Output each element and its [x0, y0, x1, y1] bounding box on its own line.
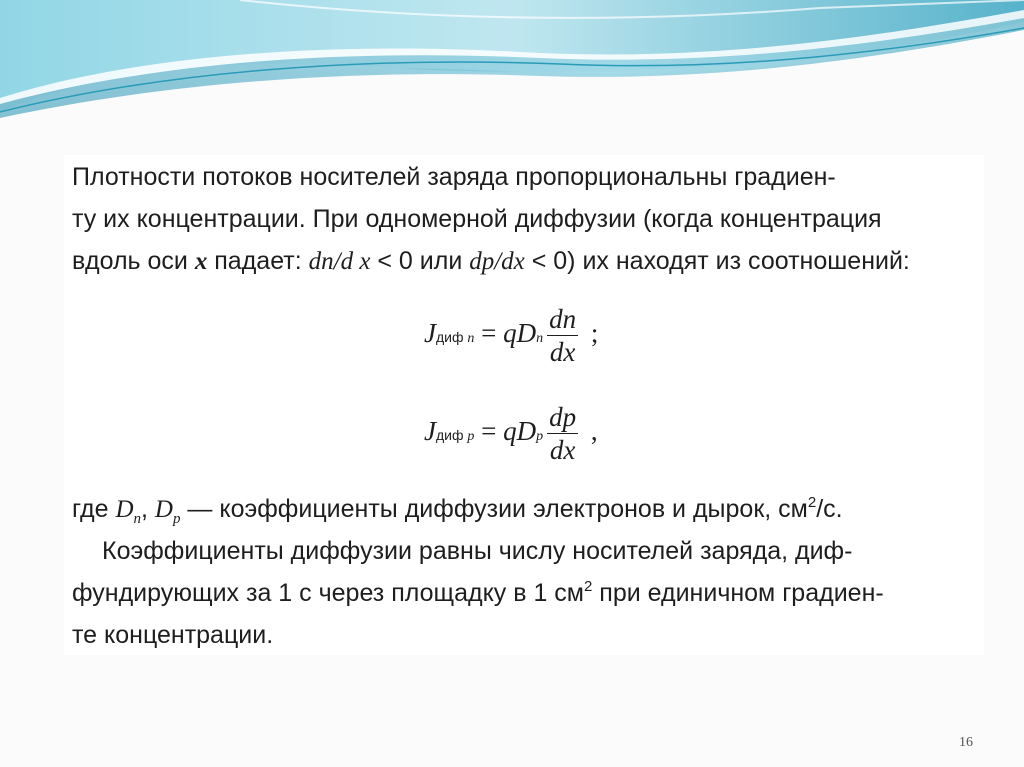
text-run: /с.	[816, 495, 843, 523]
page-number: 16	[959, 735, 973, 750]
text-run: при единичном градиен-	[592, 579, 884, 607]
formula-fraction	[547, 401, 578, 467]
formula-equals: =	[474, 416, 504, 447]
where-clause	[72, 494, 843, 527]
text-run: ,	[141, 495, 155, 523]
axis-symbol: x	[194, 248, 208, 275]
formula-flux-electrons	[424, 303, 598, 369]
symbol-dn: D	[115, 496, 134, 523]
formula-lhs: J	[424, 318, 436, 349]
paragraph2-line1: Коэффициенты диффузии равны числу носителей заряда, диф-	[102, 537, 853, 565]
inline-expression: dp/dx	[469, 248, 525, 275]
formula-terminator: ,	[584, 416, 598, 447]
paragraph2-line3: те концентрации.	[72, 621, 274, 649]
symbol-subscript: p	[172, 511, 181, 527]
text-run: — коэффициенты диффузии электронов и дырок, см	[180, 495, 808, 523]
text-run: < 0) их находят из соотношений:	[524, 247, 910, 275]
paragraph1-line3	[72, 249, 910, 274]
formula-coefficient-subscript: n	[536, 331, 544, 347]
text-run: вдоль оси	[72, 247, 195, 275]
text-panel	[64, 155, 984, 655]
fraction-numerator: dn	[549, 304, 577, 334]
header-wave-decoration	[0, 0, 1024, 125]
formula-coefficient: qD	[503, 416, 537, 447]
formula-flux-holes	[424, 401, 598, 467]
formula-equals: =	[474, 318, 504, 349]
fraction-denominator: dx	[547, 433, 578, 466]
inline-expression: dn/d x	[308, 248, 371, 275]
fraction-numerator: dp	[549, 402, 577, 432]
symbol-dp: D	[154, 496, 173, 523]
formula-terminator: ;	[584, 318, 599, 349]
formula-lhs-subscript: диф n	[435, 329, 475, 347]
text-run: где	[72, 495, 116, 523]
text-run: падает:	[207, 247, 309, 275]
formula-lhs: J	[424, 416, 436, 447]
text-run: фундирующих за 1 с через площадку в 1 см	[72, 579, 584, 607]
superscript: 2	[807, 494, 817, 511]
formula-coefficient: qD	[503, 318, 537, 349]
formula-fraction	[547, 303, 578, 369]
paragraph1-line1: Плотности потоков носителей заряда пропорциональны градиен-	[72, 163, 836, 191]
symbol-subscript: n	[133, 511, 141, 527]
formula-lhs-subscript: диф p	[435, 427, 475, 445]
paragraph1-line2: ту их концентрации. При одномерной диффузии (когда концентрация	[72, 205, 882, 233]
formula-coefficient-subscript: p	[536, 429, 544, 445]
superscript: 2	[584, 578, 593, 595]
paragraph2-line2	[72, 578, 884, 607]
fraction-denominator: dx	[547, 335, 578, 368]
text-run: < 0 или	[370, 247, 470, 275]
